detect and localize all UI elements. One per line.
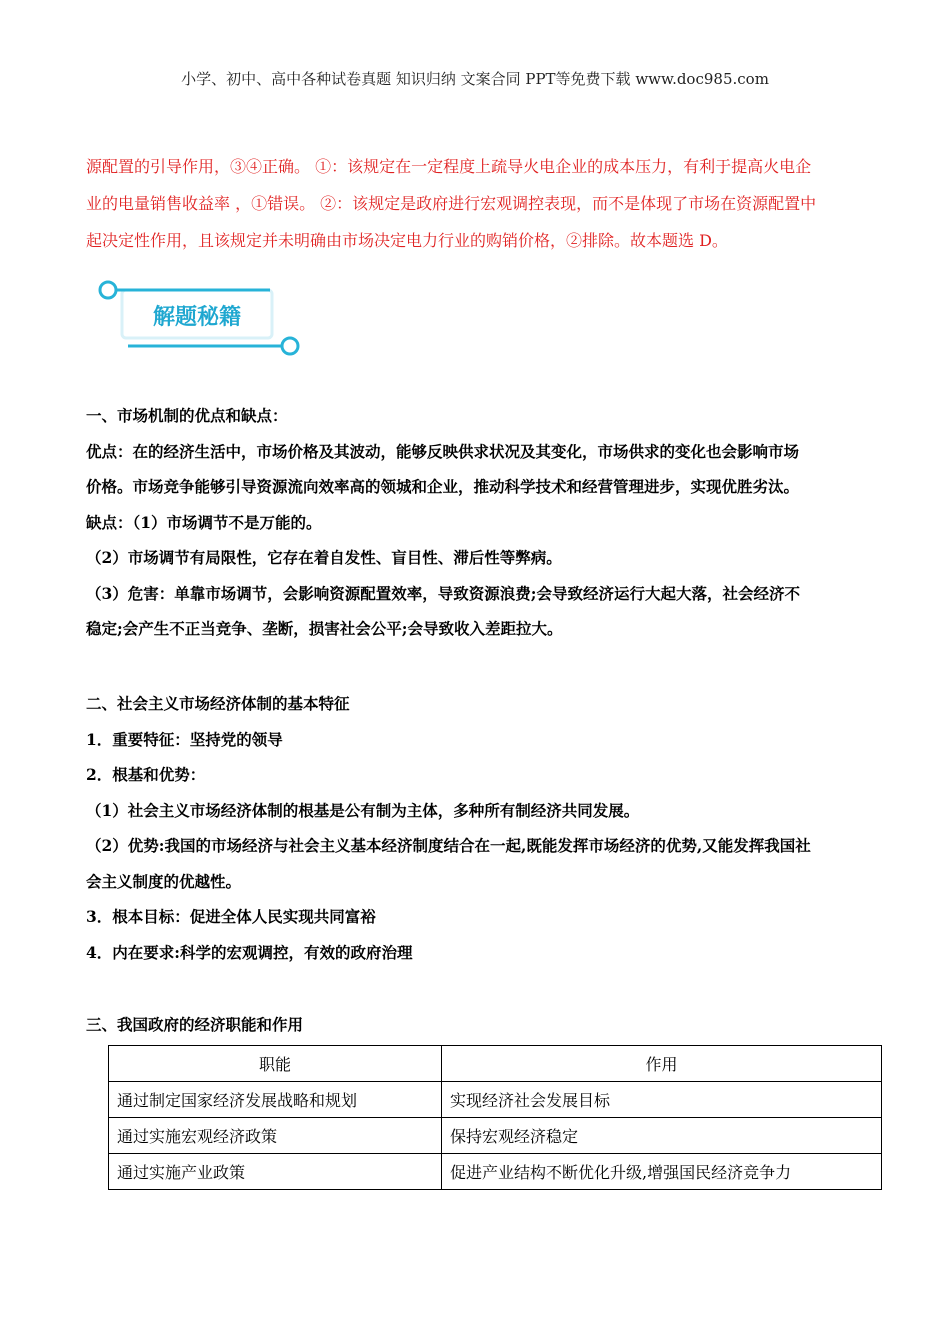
- answer-line: 起决定性作用，且该规定并未明确由市场决定电力行业的购销价格，②排除。故本题选 D。: [86, 231, 728, 250]
- functions-table-wrap: [108, 1045, 882, 1190]
- section-heading: 一、市场机制的优点和缺点：: [86, 406, 288, 425]
- body-line: （2）市场调节有局限性，它存在着自发性、盲目性、滞后性等弊病。: [86, 548, 562, 567]
- body-line: 稳定;会产生不正当竞争、垄断，损害社会公平;会导致收入差距拉大。: [86, 619, 563, 638]
- body-line: 缺点：（1）市场调节不是万能的。: [86, 512, 322, 532]
- body-line: （3）危害：单靠市场调节，会影响资源配置效率，导致资源浪费;会导致经济运行大起大落，社会经济不: [86, 583, 801, 603]
- section-market-mechanism: [86, 398, 876, 647]
- body-line: （1）社会主义市场经济体制的根基是公有制为主体，多种所有制经济共同发展。: [86, 800, 640, 820]
- answer-line: 源配置的引导作用，③④正确。 ①：该规定在一定程度上疏导火电企业的成本压力，有利于提高火电企: [86, 157, 812, 176]
- body-line: 3．根本目标：促进全体人民实现共同富裕: [86, 907, 376, 926]
- body-line: 1．重要特征：坚持党的领导: [86, 729, 283, 749]
- section-heading: 二、社会主义市场经济体制的基本特征: [86, 694, 350, 713]
- tips-badge-graphic: [92, 268, 307, 360]
- answer-explanation: [86, 148, 866, 259]
- functions-table: [108, 1045, 882, 1190]
- section-socialist-market-economy: [86, 686, 876, 970]
- page-header: 小学、初中、高中各种试卷真题 知识归纳 文案合同 PPT等免费下载 www.doc985.com: [181, 70, 769, 88]
- body-line: 2．根基和优势：: [86, 765, 206, 784]
- table-cell: 通过制定国家经济发展战略和规划: [109, 1082, 442, 1118]
- answer-line: 业的电量销售收益率 ，①错误。 ②：该规定是政府进行宏观调控表现，而不是体现了市场在资源配置中: [86, 194, 817, 213]
- table-cell: 保持宏观经济稳定: [442, 1118, 882, 1154]
- table-cell: 通过实施产业政策: [109, 1154, 442, 1190]
- tips-badge: [92, 268, 307, 360]
- table-row: [109, 1118, 882, 1154]
- tips-badge-label: 解题秘籍: [152, 305, 242, 330]
- table-row: [109, 1154, 882, 1190]
- body-line: 优点：在的经济生活中，市场价格及其波动，能够反映供求状况及其变化，市场供求的变化也会影响市场: [86, 441, 800, 461]
- section-government-functions: [86, 1007, 876, 1043]
- section-heading: 三、我国政府的经济职能和作用: [86, 1015, 304, 1034]
- body-line: 会主义制度的优越性。: [86, 871, 242, 891]
- body-line: （2）优势:我国的市场经济与社会主义基本经济制度结合在一起,既能发挥市场经济的优势,又能发挥我国社: [86, 836, 811, 855]
- table-cell: 通过实施宏观经济政策: [109, 1118, 442, 1154]
- table-row: [109, 1082, 882, 1118]
- body-line: 4．内在要求:科学的宏观调控，有效的政府治理: [86, 942, 413, 962]
- table-header-cell: 作用: [442, 1046, 882, 1082]
- table-header-row: [109, 1046, 882, 1082]
- table-cell: 实现经济社会发展目标: [442, 1082, 882, 1118]
- table-header-cell: 职能: [109, 1046, 442, 1082]
- table-cell: 促进产业结构不断优化升级,增强国民经济竞争力: [442, 1154, 882, 1190]
- body-line: 价格。市场竞争能够引导资源流向效率高的领城和企业，推动科学技术和经营管理进步，实现优胜劣汰。: [86, 477, 800, 496]
